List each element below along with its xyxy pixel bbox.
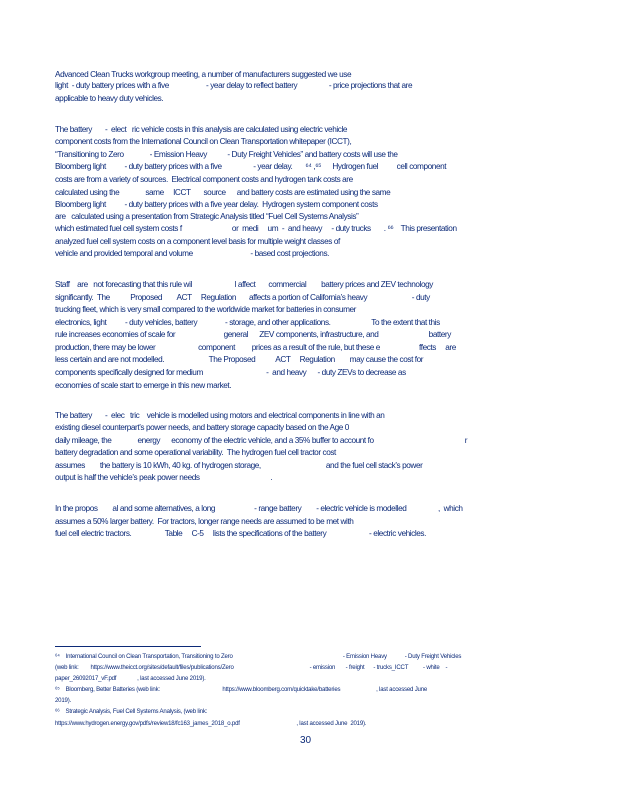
text-line: are calculated using a presentation from Strategic Analysis titled “Fuel Cell Systems Analysis” (55, 211, 359, 221)
text-line: The battery - elec tric vehicle is modelled using motors and electrical components in line with an (55, 410, 385, 420)
text-line: daily mileage, the energy economy of the electric vehicle, and a 35% buffer to account fo r (55, 435, 468, 445)
text-line: component costs from the International Council on Clean Transportation whitepaper (ICCT), (55, 136, 352, 146)
text-line: “Transitioning to Zero - Emission Heavy - Duty Freight Vehicles” and battery costs will use the (55, 149, 398, 159)
text-line: significantly. The Proposed ACT Regulation affects a portion of California’s heavy - duty (55, 292, 430, 302)
text-line: production, there may be lower component prices as a result of the rule, but these e ffects are (55, 342, 456, 352)
text-line: which estimated fuel cell system costs f or medi um - and heavy - duty trucks . ⁶⁶ This presentation (55, 223, 457, 233)
text-line: battery degradation and some operational variability. The hydrogen fuel cell tractor cost (55, 447, 336, 457)
text-line: economies of scale start to emerge in this new market. (55, 380, 232, 390)
text-line: analyzed fuel cell system costs on a component level basis for multiple weight classes of (55, 236, 340, 246)
text-line: costs are from a variety of sources. Electrical component costs and hydrogen tank costs are (55, 174, 353, 184)
footnote-line: paper_26092017_vF.pdf , last accessed June 2019). (55, 675, 206, 682)
text-line: trucking fleet, which is very small compared to the worldwide market for batteries in consumer (55, 304, 356, 314)
text-line: The battery - elect ric vehicle costs in this analysis are calculated using electric vehicle (55, 124, 348, 134)
text-line: vehicle and provided temporal and volume - based cost projections. (55, 248, 330, 258)
footnote-line: 2019). (55, 697, 72, 704)
footnote-line: ⁶⁴ International Council on Clean Transportation, Transitioning to Zero - Emission Heavy - Duty Freight Vehicles (55, 653, 462, 660)
text-line: In the propos al and some alternatives, a long - range battery - electric vehicle is modelled , which (55, 503, 463, 513)
footnote-line: ⁶⁶ Strategic Analysis, Fuel Cell Systems Analysis, (web link: (55, 708, 208, 715)
text-line: existing diesel counterpart’s power needs, and battery storage capacity based on the Age 0 (55, 422, 349, 432)
text-line: Advanced Clean Trucks workgroup meeting, a number of manufacturers suggested we use (55, 69, 352, 79)
text-line: assumes the battery is 10 kWh, 40 kg. of hydrogen storage, and the fuel cell stack’s power (55, 460, 423, 470)
text-line: less certain and are not modelled. The Proposed ACT Regulation may cause the cost for (55, 354, 424, 364)
footnote-line: (web link: https://www.theicct.org/sites/default/files/publications/Zero - emission - freight - trucks_ICCT - white - (55, 664, 448, 671)
text-line: output is half the vehicle’s peak power needs . (55, 472, 273, 482)
footnote-separator (55, 646, 201, 647)
text-line: assumes a 50% larger battery. For tractors, longer range needs are assumed to be met with (55, 516, 354, 526)
text-line: applicable to heavy duty vehicles. (55, 93, 164, 103)
text-line: rule increases economies of scale for general ZEV components, infrastructure, and battery (55, 329, 451, 339)
text-line: light - duty battery prices with a five - year delay to reflect battery - price projections that are (55, 80, 413, 90)
text-line: calculated using the same ICCT source and battery costs are estimated using the same (55, 187, 391, 197)
page-number: 30 (300, 735, 312, 746)
text-line: fuel cell electric tractors. Table C-5 lists the specifications of the battery - electric vehicles. (55, 528, 426, 538)
footnote-line: ⁶⁵ Bloomberg, Better Batteries (web link: https://www.bloomberg.com/quicktake/batteries , last accessed June (55, 686, 428, 693)
text-line: Bloomberg light - duty battery prices with a five year delay. Hydrogen system component costs (55, 199, 378, 209)
text-line: Bloomberg light - duty battery prices with a five - year delay. ⁶⁴ ,⁶⁵ Hydrogen fuel cell component (55, 161, 447, 171)
text-line: components specifically designed for medium - and heavy - duty ZEVs to decrease as (55, 367, 406, 377)
footnote-line: https://www.hydrogen.energy.gov/pdfs/review18/fc163_james_2018_o.pdf , last accessed June 2019). (55, 720, 367, 727)
text-line: electronics, light - duty vehicles, battery - storage, and other applications. To the extent that this (55, 317, 440, 327)
text-line: Staff are not forecasting that this rule wil l affect commercial battery prices and ZEV technology (55, 279, 433, 289)
